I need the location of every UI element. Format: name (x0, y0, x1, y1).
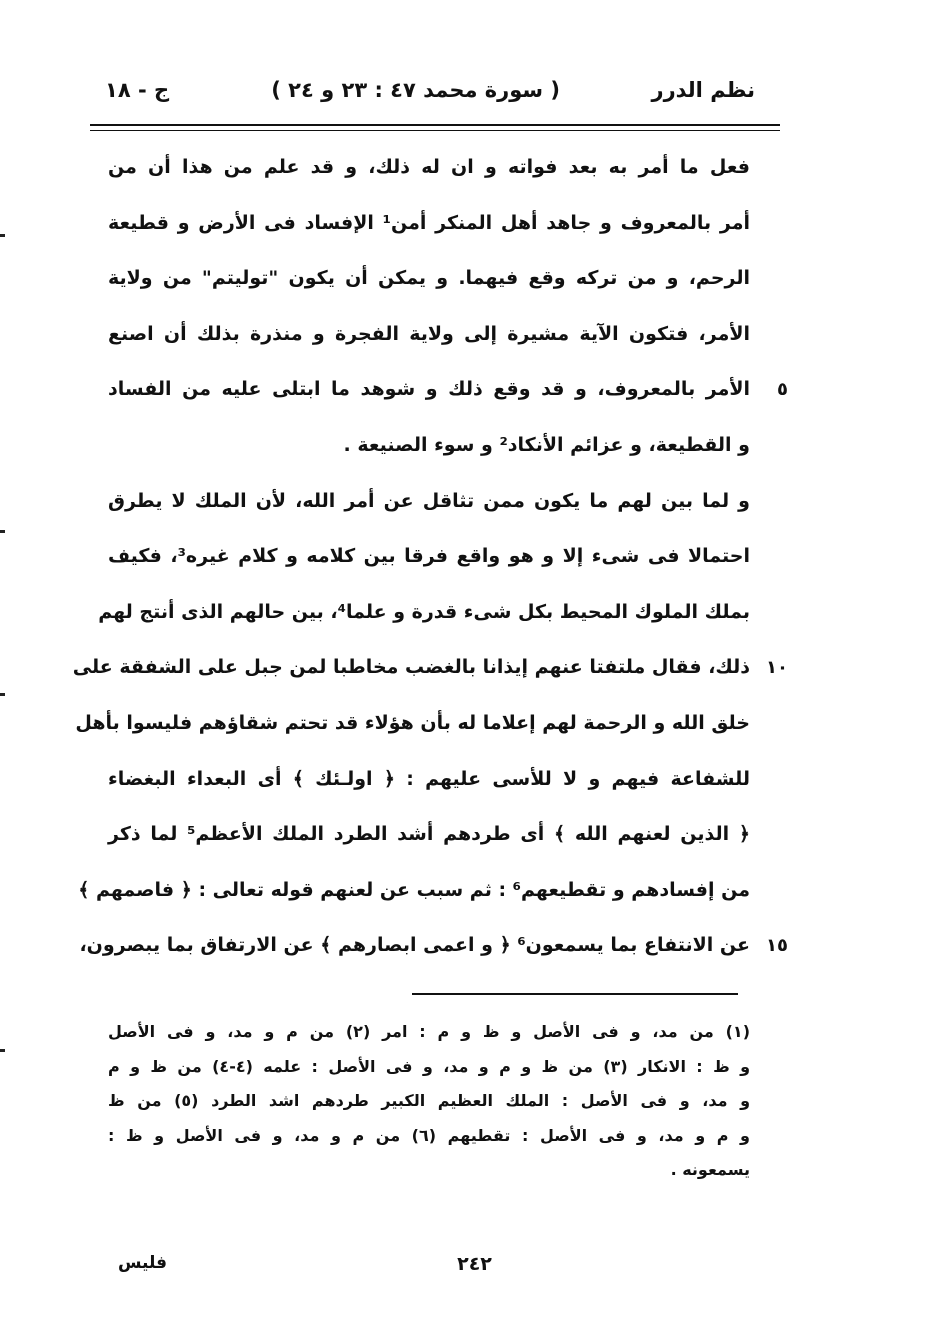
footnote-line: (١) من مد، و فى الأصل و ظ و م : امر (٢) من م و مد، و فى الأصل (108, 1022, 750, 1041)
line-text: خلق الله و الرحمة لهم إعلاما له بأن هؤلاء قد تحتم شقاؤهم فليسوا بأهل (75, 711, 750, 734)
line-number: ١٥ (766, 935, 788, 957)
text-line (75, 696, 750, 752)
text-line (108, 807, 750, 863)
line-text: فعل ما أمر به بعد فواته و ان له ذلك، و قد علم من هذا أن من (108, 156, 750, 178)
text-line (78, 863, 750, 919)
line-text: أمر بالمعروف و جاهد أهل المنكر أمن¹ الإفساد فى الأرض و قطيعة (108, 211, 750, 234)
footnote-line: و مد، و فى الأصل : الملك العظيم الكبير طردهم اشد الطرد (٥) من ظ (108, 1091, 751, 1110)
signature-mark: فليس (118, 1253, 168, 1273)
text-line (108, 752, 750, 808)
main-text (72, 140, 788, 974)
header-rule-thin (90, 130, 780, 131)
text-line (72, 640, 788, 696)
line-number: ١٠ (766, 657, 788, 679)
line-text: عن الانتفاع بما يسمعون⁶ ﴿ و اعمى ابصارهم ﴾ عن الارتفاق بما يبصرون، (79, 934, 750, 957)
text-line (108, 418, 750, 474)
line-text: الأمر بالمعروف، و قد وقع ذلك و شوهد ما ابتلى عليه من الفساد (108, 378, 750, 401)
line-text: الأمر، فتكون الآية مشيرة إلى ولاية الفجرة و منذرة بذلك أن اصنع (108, 322, 750, 345)
surah-reference: ( سورة محمد ٤٧ : ٢٣ و ٢٤ ) (271, 78, 560, 102)
header-rule-thick (90, 124, 780, 126)
text-line (108, 196, 750, 252)
line-text: للشفاعة فيهم و لا للأسى عليهم : ﴿ اولـئك ﴾ أى البعداء البغضاء (108, 767, 750, 790)
footnote-separator (412, 993, 738, 995)
line-text: و القطيعة، و عزائم الأنكاد² و سوء الصنيعة . (343, 433, 750, 456)
line-text: بملك الملوك المحيط بكل شىء قدرة و علما⁴، بين حالهم الذى أنتج لهم (98, 600, 750, 623)
text-line (108, 307, 750, 363)
text-line (108, 529, 750, 585)
line-text: من إفسادهم و تقطيعهم⁶ : ثم سبب عن لعنهم قوله تعالى : ﴿ فاصمهم ﴾ (78, 878, 750, 901)
text-line (79, 918, 788, 974)
footnote-line: و ظ : الانكار (٣) من ظ و م و مد، و فى الأصل : علمه (٤-٤) من ظ و م (108, 1056, 751, 1076)
line-text: ﴿ الذين لعنهم الله ﴾ أى طردهم أشد الطرد الملك الأعظم⁵ لما ذكر (108, 823, 750, 846)
line-text: احتمالا فى شىء إلا و هو واقع فرقا بين كلامه و كلام غيره³، فكيف (108, 545, 750, 568)
line-text: و لما بين لهم ما يكون ممن تثاقل عن أمر الله، لأن الملك لا يطرق (108, 489, 750, 512)
text-line (108, 251, 750, 307)
page-number: ٢٤٢ (457, 1253, 492, 1275)
line-text: ذلك، فقال ملتفتا عنهم إيذانا بالغضب مخاطبا لمن جبل على الشفقة على (72, 656, 750, 679)
footnote-line: و م و مد، و فى الأصل : تقطيهم (٦) من م و مد، و فى الأصل و ظ : (108, 1125, 751, 1145)
line-number: ٥ (777, 379, 788, 401)
book-title: نظم الدرر (651, 78, 755, 102)
running-header (105, 78, 755, 114)
footnotes (108, 1015, 750, 1188)
scan-edge-mark (0, 693, 5, 696)
text-line (108, 362, 788, 418)
scan-edge-mark (0, 1049, 5, 1052)
footnote-line: يسمعونه . (670, 1160, 750, 1179)
part-number: ج - ١٨ (105, 78, 170, 102)
text-line (108, 474, 750, 530)
scan-edge-mark (0, 234, 5, 237)
scan-edge-mark (0, 530, 5, 533)
line-text: الرحم، و من تركه وقع فيهما. و يمكن أن يكون "توليتم" من ولاية (108, 267, 750, 290)
text-line (108, 140, 750, 196)
text-line (98, 585, 750, 641)
